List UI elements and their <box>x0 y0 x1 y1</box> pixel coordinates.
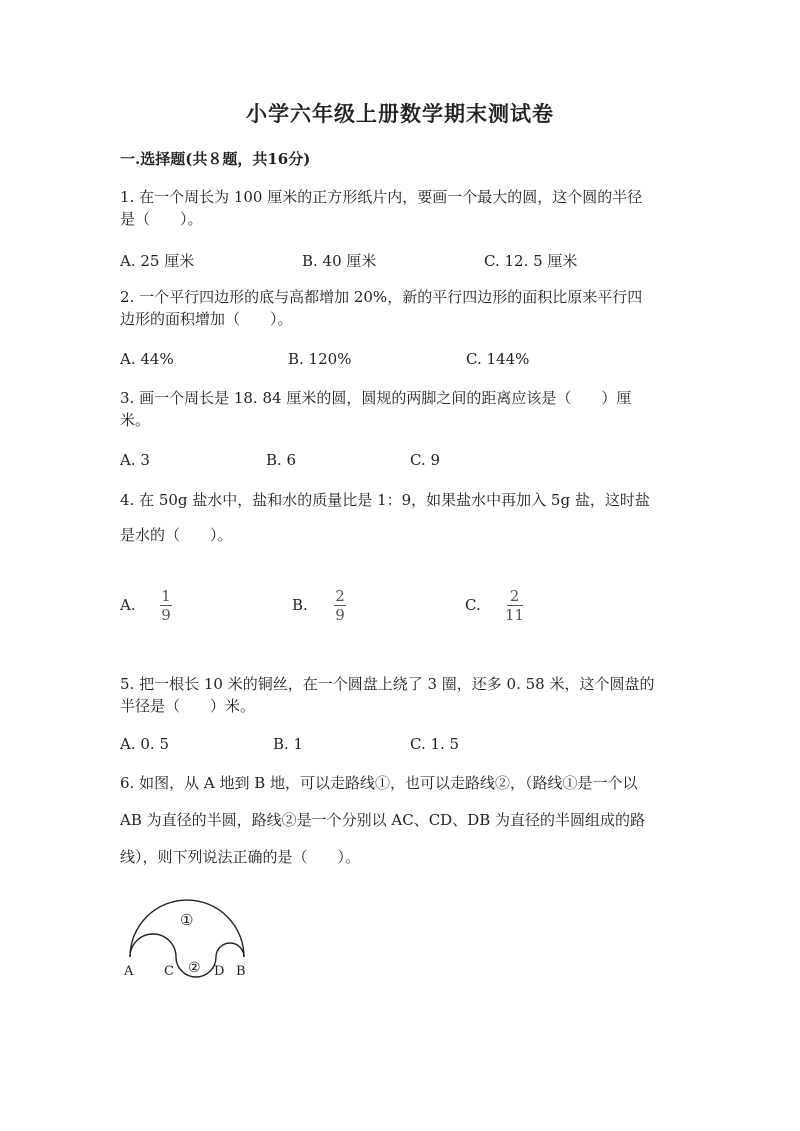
route-1-label: ① <box>180 911 194 929</box>
question-2-line-2: 边形的面积增加（ ）。 <box>120 310 293 328</box>
question-3-line-2: 米。 <box>120 411 151 429</box>
question-5-option-a: A. 0. 5 <box>120 735 169 753</box>
question-5-line-1: 5. 把一根长 10 米的铜丝，在一个圆盘上绕了 3 圈，还多 0. 58 米，这个圆盘的 <box>120 675 655 693</box>
question-1-line-2: 是（ ）。 <box>120 210 203 228</box>
question-1-option-c: C. 12. 5 厘米 <box>484 252 578 270</box>
question-2-option-c: C. 144% <box>466 350 530 368</box>
question-2 <box>120 286 642 330</box>
question-5-line-2: 半径是（ ）米。 <box>120 697 256 715</box>
question-4-option-a-fraction <box>160 588 172 623</box>
fraction-numerator: 1 <box>161 587 171 605</box>
question-6-line-2: AB 为直径的半圆，路线②是一个分别以 AC、CD、DB 为直径的半圆组成的路 <box>120 811 646 829</box>
fraction-numerator: 2 <box>509 587 520 605</box>
question-2-option-b: B. 120% <box>288 350 352 368</box>
question-1-option-a: A. 25 厘米 <box>120 252 195 270</box>
route-2-arc-ac <box>130 934 176 957</box>
question-2-line-1: 2. 一个平行四边形的底与高都增加 20%，新的平行四边形的面积比原来平行四 <box>120 288 643 306</box>
question-4-option-c-fraction <box>505 588 524 623</box>
question-4-line-2: 是水的（ ）。 <box>120 526 233 544</box>
point-a-label: A <box>124 964 134 979</box>
question-1-line-1: 1. 在一个周长为 100 厘米的正方形纸片内，要画一个最大的圆，这个圆的半径 <box>120 188 643 206</box>
point-b-label: B <box>236 964 246 979</box>
question-3-line-1: 3. 画一个周长是 18. 84 厘米的圆，圆规的两脚之间的距离应该是（ ）厘 <box>120 389 632 407</box>
question-3-option-b: B. 6 <box>266 451 297 469</box>
question-5 <box>120 673 655 717</box>
fraction-denominator: 9 <box>335 606 345 624</box>
question-5-option-b: B. 1 <box>273 735 304 753</box>
question-4-option-b-label: B. <box>292 596 308 614</box>
question-1 <box>120 186 642 230</box>
question-5-option-c: C. 1. 5 <box>410 735 460 753</box>
point-d-label: D <box>214 964 225 979</box>
route-diagram <box>118 895 258 985</box>
fraction-numerator: 2 <box>335 587 345 605</box>
question-4-option-c-label: C. <box>465 596 481 614</box>
question-3 <box>120 387 631 431</box>
route-2-label: ② <box>188 960 201 976</box>
question-1-option-b: B. 40 厘米 <box>302 252 377 270</box>
page-title: 小学六年级上册数学期末测试卷 <box>246 101 554 126</box>
fraction-denominator: 9 <box>161 606 171 624</box>
question-4-option-b-fraction <box>334 588 346 623</box>
question-3-option-a: A. 3 <box>120 451 150 469</box>
question-4-option-a-label: A. <box>120 596 136 614</box>
question-2-option-a: A. 44% <box>120 350 174 368</box>
route-2-arc-db <box>216 943 244 957</box>
question-3-option-c: C. 9 <box>410 451 441 469</box>
question-6-line-3: 线），则下列说法正确的是（ ）。 <box>120 848 361 866</box>
section-heading: 一.选择题(共８题，共16分) <box>120 150 311 168</box>
question-4-line-1: 4. 在 50g 盐水中，盐和水的质量比是 1：9，如果盐水中再加入 5g 盐，这时盐 <box>120 491 650 509</box>
question-6-line-1: 6. 如图，从 A 地到 B 地，可以走路线①，也可以走路线②，（路线①是一个以 <box>120 774 638 792</box>
fraction-denominator: 11 <box>505 606 525 624</box>
point-c-label: C <box>164 964 174 979</box>
